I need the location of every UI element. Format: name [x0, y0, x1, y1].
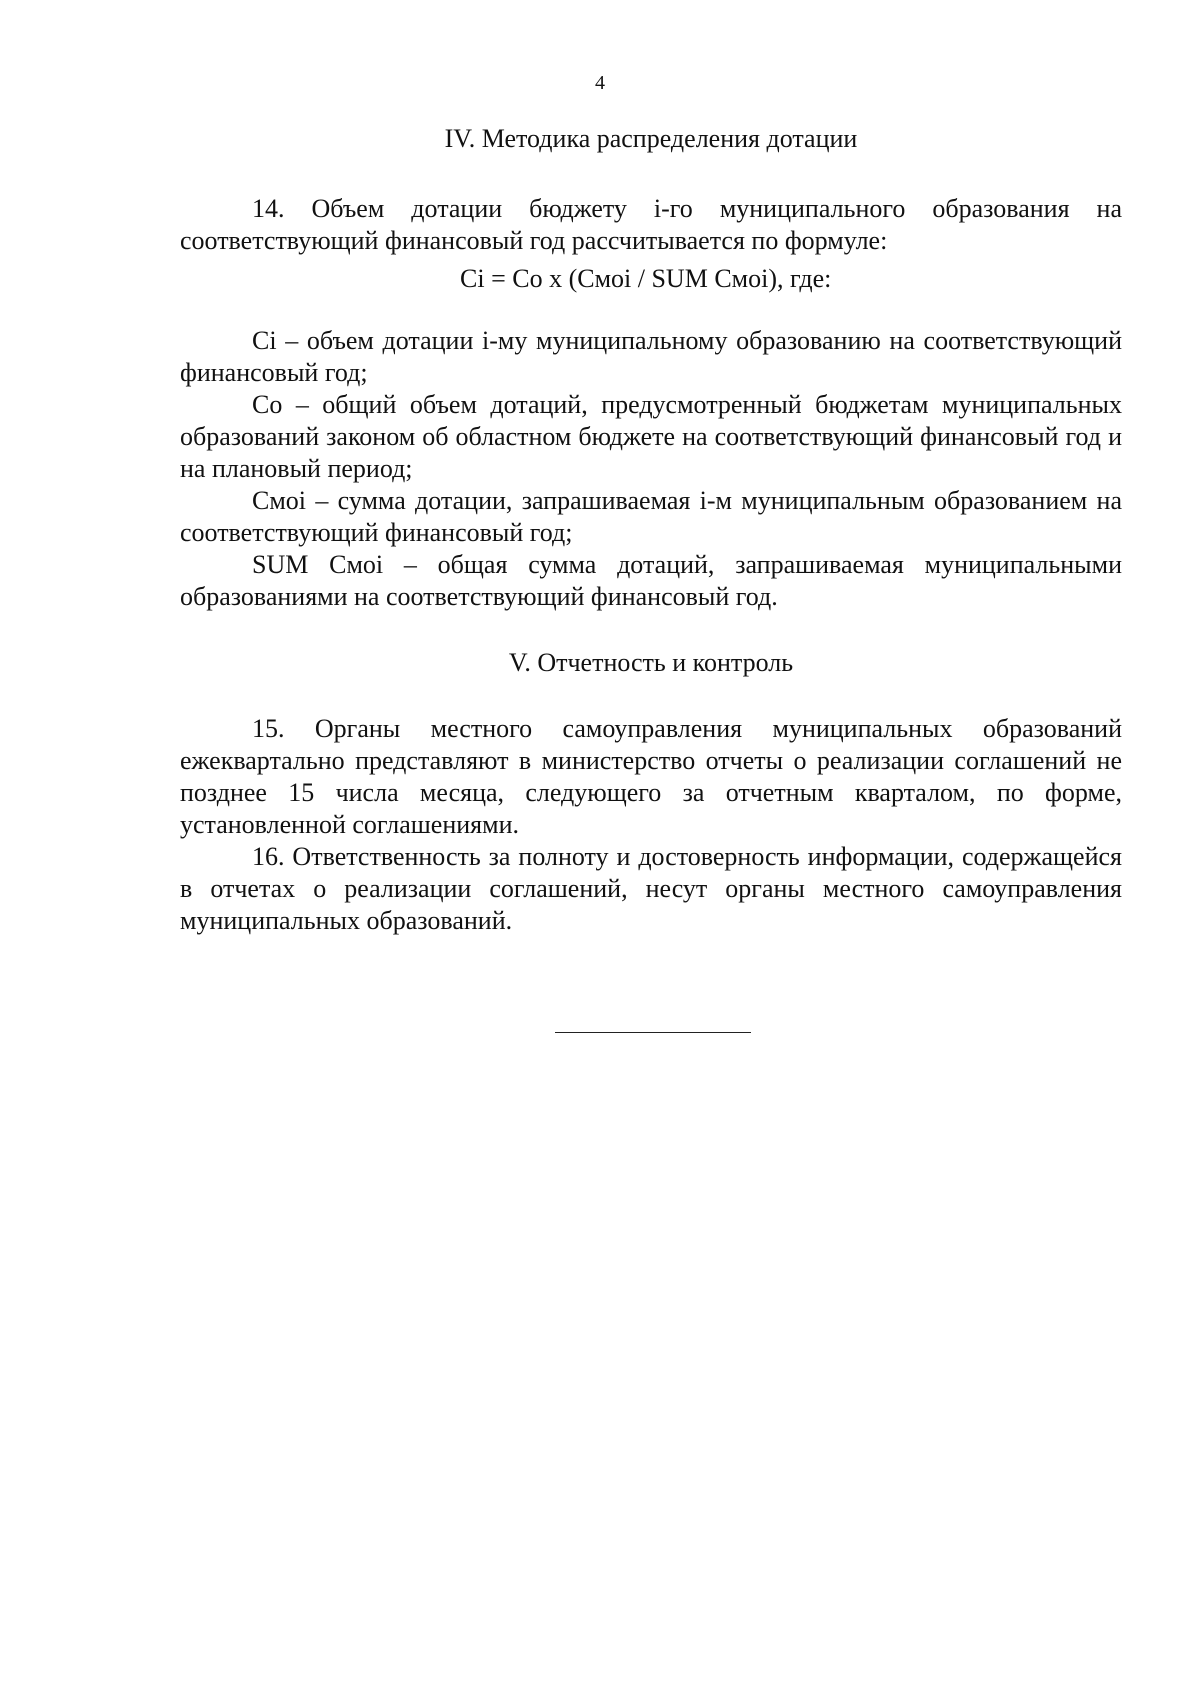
- paragraph-15: 15. Органы местного самоуправления муниципальных образований ежеквартально представляют в министерство отчеты о реализации соглашений не позднее 15 числа месяца, следующего за отчетным кварталом, по форме, установленной соглашениями.: [180, 714, 1122, 839]
- section-v-heading: V. Отчетность и контроль: [508, 648, 794, 677]
- section-iv-heading: IV. Методика распределения дотации: [444, 124, 858, 153]
- formula: Ci = Co x (Смоi / SUM Смоi), где:: [460, 264, 832, 293]
- paragraph-14: 14. Объем дотации бюджету i-го муниципального образования на соответствующий финансовый год рассчитывается по формуле:: [180, 194, 1122, 255]
- definition-co: Co – общий объем дотаций, предусмотренный бюджетам муниципальных образований законом об областном бюджете на соответствующий финансовый год и на плановый период;: [180, 390, 1122, 483]
- document-body: [180, 118, 1122, 937]
- definition-sum-cmoi: SUM Смоi – общая сумма дотаций, запрашиваемая муниципальными образованиями на соответствующий финансовый год.: [180, 550, 1122, 611]
- page-number: 4: [595, 72, 605, 94]
- definition-cmoi: Смоi – сумма дотации, запрашиваемая i-м муниципальным образованием на соответствующий финансовый год;: [180, 486, 1122, 547]
- paragraph-16: 16. Ответственность за полноту и достоверность информации, содержащейся в отчетах о реализации соглашений, несут органы местного самоуправления муниципальных образований.: [180, 842, 1122, 935]
- end-divider: [555, 1032, 751, 1033]
- definition-ci: Ci – объем дотации i-му муниципальному образованию на соответствующий финансовый год;: [180, 326, 1122, 387]
